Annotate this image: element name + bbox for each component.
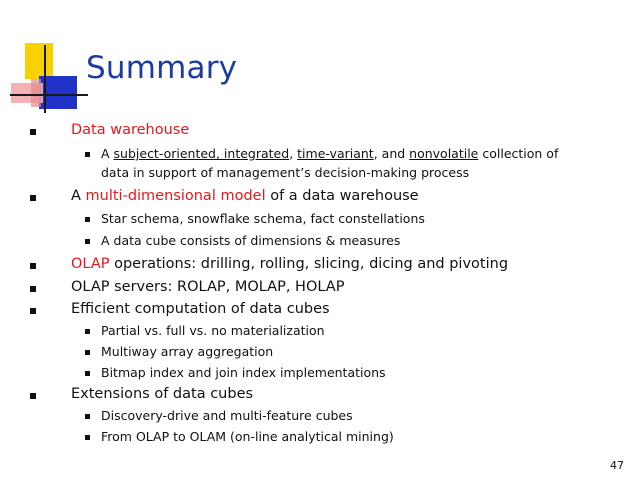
- bullet-square-icon: [30, 129, 36, 135]
- text-fragment: collection of: [478, 146, 559, 161]
- sub-bullet-schemas: [101, 211, 425, 226]
- sub-bullet-bitmap-index: [101, 365, 386, 380]
- bullet-square-icon: [85, 239, 90, 244]
- bullet-text: A data cube consists of dimensions & measures: [101, 233, 401, 248]
- bullet-text: Multiway array aggregation: [101, 344, 274, 359]
- highlighted-term: OLAP: [71, 256, 110, 272]
- bullet-data-warehouse: [71, 122, 189, 138]
- bullet-text: Efficient computation of data cubes: [71, 301, 330, 317]
- text-fragment: ,: [289, 146, 298, 161]
- bullet-multidimensional-model: [71, 188, 419, 204]
- horizontal-line: [10, 94, 88, 96]
- bullet-square-icon: [85, 329, 90, 334]
- bullet-square-icon: [85, 435, 90, 440]
- bullet-square-icon: [85, 217, 90, 222]
- text-fragment: A: [101, 146, 114, 161]
- text-fragment: of a data warehouse: [265, 188, 419, 204]
- page-number: 47: [610, 459, 624, 472]
- sub-bullet-materialization: [101, 323, 325, 338]
- bullet-text: OLAP servers: ROLAP, MOLAP, HOLAP: [71, 279, 345, 295]
- bullet-square-icon: [85, 152, 90, 157]
- bullet-text: From OLAP to OLAM (on-line analytical mining): [101, 429, 394, 444]
- sub-bullet-data-cube: [101, 233, 400, 248]
- bullet-extensions: [71, 386, 253, 402]
- sub-bullet-definition-line2: [101, 165, 469, 180]
- bullet-text: Star schema, snowflake schema, fact constellations: [101, 211, 425, 226]
- sub-bullet-definition: [101, 146, 558, 161]
- bullet-text: Extensions of data cubes: [71, 386, 254, 402]
- bullet-text: Data warehouse: [71, 122, 190, 138]
- underlined-term: subject-oriented, integrated: [113, 146, 290, 161]
- bullet-square-icon: [30, 308, 36, 314]
- bullet-square-icon: [30, 286, 36, 292]
- vertical-line: [44, 45, 46, 113]
- underlined-term: nonvolatile: [409, 146, 479, 161]
- slide-title: Summary: [86, 50, 238, 86]
- bullet-square-icon: [85, 350, 90, 355]
- decorative-logo: [0, 0, 90, 115]
- bullet-text: Bitmap index and join index implementations: [101, 365, 386, 380]
- sub-bullet-discovery: [101, 408, 353, 423]
- bullet-text: Discovery-drive and multi-feature cubes: [101, 408, 353, 423]
- underlined-term: time-variant: [297, 146, 374, 161]
- bullet-square-icon: [30, 263, 36, 269]
- bullet-efficient-computation: [71, 301, 330, 317]
- bullet-text: Partial vs. full vs. no materialization: [101, 323, 325, 338]
- text-fragment: , and: [373, 146, 410, 161]
- text-fragment: operations: drilling, rolling, slicing, dicing and pivoting: [109, 256, 509, 272]
- sub-bullet-olam: [101, 429, 394, 444]
- text-fragment: A: [71, 188, 86, 204]
- bullet-olap-operations: [71, 256, 508, 272]
- yellow-square: [25, 43, 53, 79]
- bullet-square-icon: [30, 393, 36, 399]
- bullet-square-icon: [85, 371, 90, 376]
- text-fragment: data in support of management’s decision-making process: [101, 165, 470, 180]
- sub-bullet-multiway: [101, 344, 273, 359]
- pink-strip: [31, 79, 41, 107]
- bullet-olap-servers: [71, 279, 344, 295]
- bullet-square-icon: [30, 195, 36, 201]
- bullet-square-icon: [85, 414, 90, 419]
- highlighted-term: multi-dimensional model: [85, 188, 266, 204]
